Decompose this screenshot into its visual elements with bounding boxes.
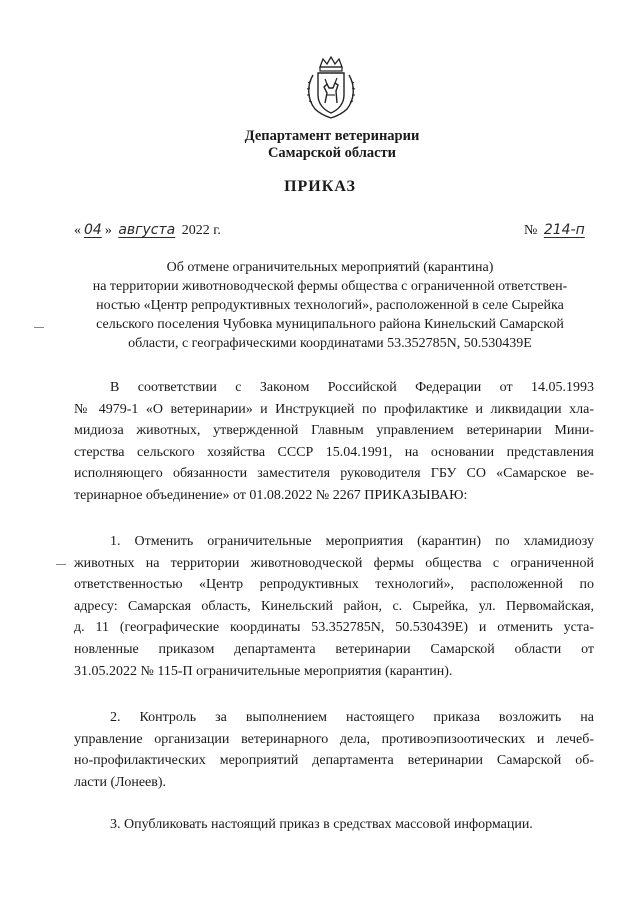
order-subject — [60, 258, 600, 353]
date-close-quote: » — [104, 223, 112, 238]
paragraph-line: 3. Опубликовать настоящий приказ в средствах массовой информации. — [110, 817, 533, 832]
paragraph-line: мидиоза животных, утвержденной Главным управлением ветеринарии Мини- — [74, 423, 594, 439]
margin-mark — [56, 564, 66, 565]
order-item-1 — [74, 531, 594, 682]
paragraph-line: животных на территории животноводческой фермы общества с ограниченной — [74, 555, 594, 571]
preamble-paragraph — [74, 377, 594, 507]
number-prefix: № — [524, 223, 538, 238]
date-month: августа — [118, 222, 176, 238]
date-day: 04 — [84, 222, 102, 238]
paragraph-line: ответственностью «Центр репродуктивных технологий», расположенной по — [74, 577, 594, 593]
document-number — [524, 222, 588, 239]
document-type-title: ПРИКАЗ — [284, 178, 356, 195]
margin-mark — [34, 327, 44, 328]
paragraph-line: теринарное объединение» от 01.08.2022 № 2267 ПРИКАЗЫВАЮ: — [74, 487, 468, 503]
subject-line: области, с географическими координатами 53.352785N, 50.530439E — [128, 336, 532, 351]
organization-region: Самарской области — [267, 145, 397, 161]
subject-line: на территории животноводческой фермы общества с ограниченной ответствен- — [92, 279, 568, 294]
paragraph-line: адресу: Самарская область, Кинельский район, с. Сырейка, ул. Первомайская, — [74, 598, 594, 614]
paragraph-line: управление организации ветеринарного дела, противоэпизоотических и лечеб- — [74, 731, 594, 747]
paragraph-line: д. 11 (географические координаты 53.352785N, 50.530439E) и отменить уста- — [74, 620, 594, 636]
paragraph-line: 2. Контроль за выполнением настоящего приказа возложить на — [110, 710, 594, 725]
date-year: 2022 г. — [181, 223, 221, 238]
paragraph-line: стерства сельского хозяйства СССР 15.04.1991, на основании представления — [74, 444, 594, 460]
order-item-3 — [74, 814, 594, 836]
paragraph-line: исполняющего обязанности заместителя руководителя ГБУ СО «Самарское ве- — [74, 466, 594, 482]
paragraph-line: новленные приказом департамента ветеринарии Самарской области от — [74, 641, 594, 657]
paragraph-line: 1. Отменить ограничительные мероприятия (карантин) по хламидиозу — [110, 534, 594, 549]
order-item-2 — [74, 707, 594, 793]
paragraph-line: но-профилактических мероприятий департамента ветеринарии Самарской об- — [74, 753, 594, 769]
paragraph-line: В соответствии с Законом Российской Федерации от 14.05.1993 — [110, 380, 594, 395]
organization-name: Департамент ветеринарии — [244, 128, 420, 144]
date-open-quote: « — [74, 223, 81, 238]
subject-line: ностью «Центр репродуктивных технологий», расположенной в селе Сырейка — [96, 298, 564, 313]
subject-line: сельского поселения Чубовка муниципального района Кинельский Самарской — [96, 317, 564, 332]
document-date — [74, 222, 221, 239]
number-value: 214-п — [543, 222, 585, 238]
paragraph-line: № 4979-1 «О ветеринарии» и Инструкцией по профилактике и ликвидации хла- — [74, 401, 594, 417]
subject-line: Об отмене ограничительных мероприятий (карантина) — [166, 260, 494, 275]
paragraph-line: 31.05.2022 № 115-П ограничительные мероприятия (карантин). — [74, 663, 453, 679]
samara-coat-of-arms-icon — [303, 55, 359, 121]
paragraph-line: ласти (Лонеев). — [74, 774, 167, 790]
